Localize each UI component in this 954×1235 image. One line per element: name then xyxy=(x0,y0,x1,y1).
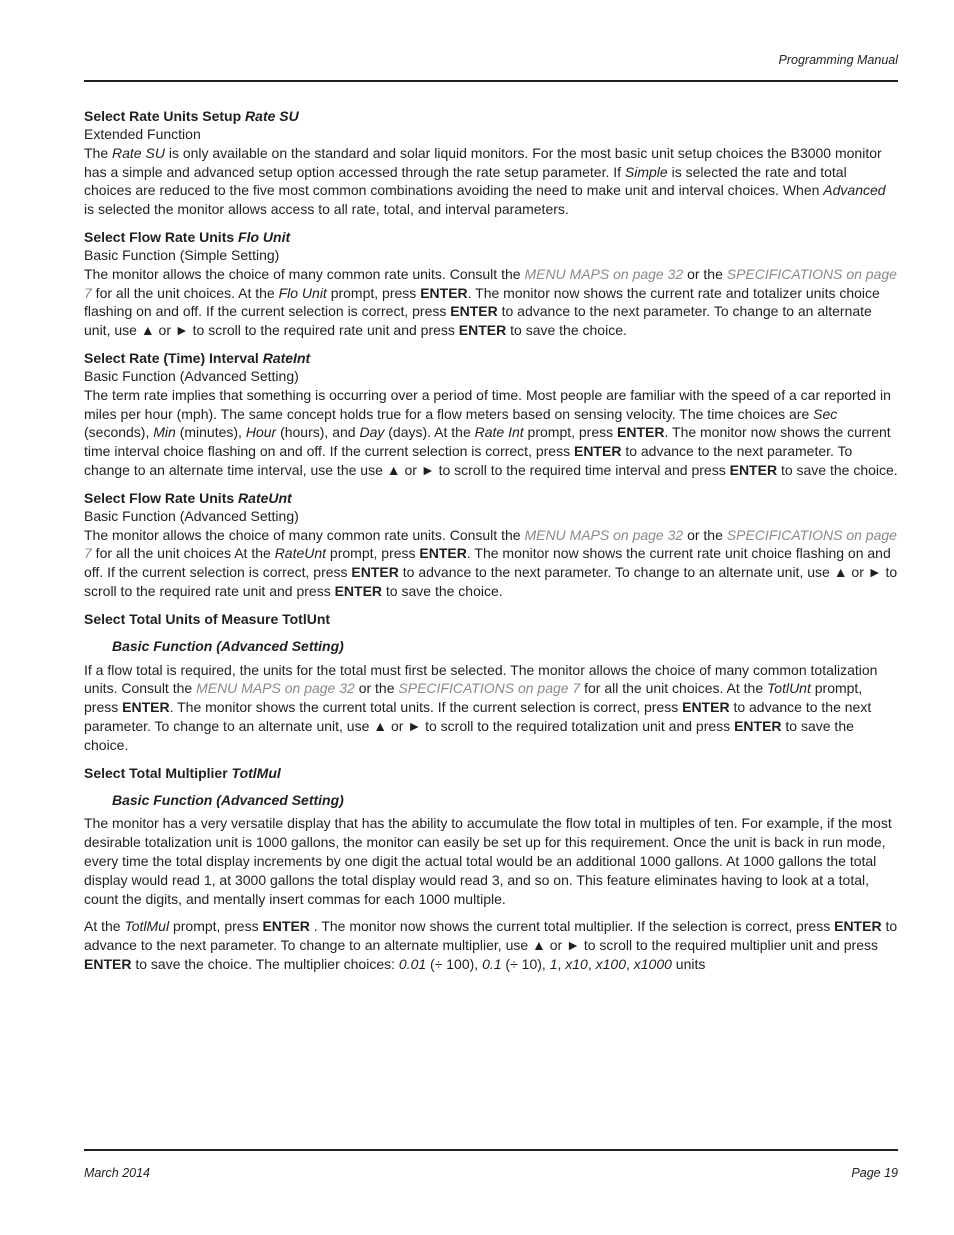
header-rule xyxy=(84,80,898,82)
section-heading: Select Total Multiplier TotlMul xyxy=(84,764,281,781)
menu-maps-link[interactable]: MENU MAPS on page 32 xyxy=(196,680,355,697)
function-label: Basic Function (Simple Setting) xyxy=(84,246,280,263)
body-paragraph: At the TotlMul prompt, press ENTER . The monitor now shows the current total multiplier. If the selection is correct, press ENTER to advance to the next parameter. To change to an alternate multiplier, use ▲ or ► to scroll to the required multiplier unit and press ENTER to save the choice. The multiplier choices: 0.01 (÷ 100), 0.1 (÷ 10), 1, x10, x100, x1000 units xyxy=(84,918,898,972)
function-label: Extended Function xyxy=(84,126,201,142)
page-header-title: Programming Manual xyxy=(778,53,898,67)
section-flow-rate-units-advanced xyxy=(84,489,898,601)
body-paragraph: The term rate implies that something is occurring over a period of time. Most people are familiar with the speed of a car reported in miles per hour (mph). The same concept holds true for a flow meters based on sensing velocity. The time choices are Sec (seconds), Min (minutes), Hour (hours), and Day (days). At the Rate Int prompt, press ENTER. The monitor now shows the current time interval choice flashing on and off. If the current selection is correct, press ENTER to advance to the next parameter. To change to an alternate time interval, use the use ▲ or ► to scroll to the required time interval and press ENTER to save the choice. xyxy=(84,386,898,478)
section-rate-units-setup xyxy=(84,107,898,219)
function-label: Basic Function (Advanced Setting) xyxy=(112,637,344,654)
section-heading: Select Flow Rate Units Flo Unit xyxy=(84,228,291,245)
section-total-units xyxy=(84,610,898,755)
body-paragraph: The Rate SU is only available on the standard and solar liquid monitors. For the most basic unit setup choices the B3000 monitor has a simple and advanced setup option accessed through the rate setup parameter. If Simple is selected the rate and total choices are reduced to the five most common combinations avoiding the need to make unit and interval choices. When Advanced is selected the monitor allows access to all rate, total, and interval parameters. xyxy=(84,144,886,218)
body-paragraph: The monitor allows the choice of many common rate units. Consult the MENU MAPS on page 32 or the SPECIFICATIONS on page 7 for all the unit choices At the RateUnt prompt, press ENTER. The monitor now shows the current rate unit choice flashing on and off. If the current selection is correct, press ENTER to advance to the next parameter. To change to an alternate unit, use ▲ or ► to scroll to the required rate unit and press ENTER to save the choice. xyxy=(84,526,898,599)
body-paragraph: The monitor allows the choice of many common rate units. Consult the MENU MAPS on page 32 or the SPECIFICATIONS on page 7 for all the unit choices. At the Flo Unit prompt, press ENTER. The monitor now shows the current rate and totalizer units choice flashing on and off. If the current selection is correct, press ENTER to advance to the next parameter. To change to an alternate unit, use ▲ or ► to scroll to the required rate unit and press ENTER to save the choice. xyxy=(84,265,897,339)
menu-maps-link[interactable]: MENU MAPS on page 32 xyxy=(524,265,684,282)
footer-rule xyxy=(84,1149,898,1151)
menu-maps-link[interactable]: MENU MAPS on page 32 xyxy=(524,526,684,543)
section-flow-rate-units-simple xyxy=(84,228,898,340)
section-heading: Select Rate Units Setup Rate SU xyxy=(84,108,299,124)
section-rate-interval xyxy=(84,349,898,480)
page-content xyxy=(84,107,898,983)
specifications-link[interactable]: SPECIFICATIONS on page 7 xyxy=(84,526,897,562)
section-total-multiplier xyxy=(84,764,898,974)
section-heading: Select Flow Rate Units RateUnt xyxy=(84,489,292,506)
section-heading: Select Total Units of Measure TotlUnt xyxy=(84,610,331,627)
specifications-link[interactable]: SPECIFICATIONS on page 7 xyxy=(398,680,581,697)
section-heading: Select Rate (Time) Interval RateInt xyxy=(84,349,311,366)
body-paragraph: If a flow total is required, the units for the total must first be selected. The monitor allows the choice of many common totalization units. Consult the MENU MAPS on page 32 or the SPECIFICATIONS on page 7 for all the unit choices. At the TotlUnt prompt, press ENTER. The monitor shows the current total units. If the current selection is correct, press ENTER to advance to the next parameter. To change to an alternate unit, use ▲ or ► to scroll to the required totalization unit and press ENTER to save the choice. xyxy=(84,661,878,753)
page-number: Page 19 xyxy=(851,1166,898,1180)
footer-date: March 2014 xyxy=(84,1166,151,1180)
body-paragraph: The monitor has a very versatile display that has the ability to accumulate the flow total in multiples of ten. For example, if the most desirable totalization unit is 1000 gallons, the monitor can easily be set up for this requirement. Once the unit is back in run mode, every time the total display increments by one digit the actual total would be an additional 1000 gallons. At 1000 gallons the total display would read 1, at 3000 gallons the total display would read 3, and so on. This feature eliminates having to look at a total, count the digits, and mentally insert commas for each 1000 multiple. xyxy=(84,815,892,907)
specifications-link[interactable]: SPECIFICATIONS on page 7 xyxy=(84,265,897,301)
function-label: Basic Function (Advanced Setting) xyxy=(112,791,344,808)
function-label: Basic Function (Advanced Setting) xyxy=(84,367,299,384)
function-label: Basic Function (Advanced Setting) xyxy=(84,507,299,524)
